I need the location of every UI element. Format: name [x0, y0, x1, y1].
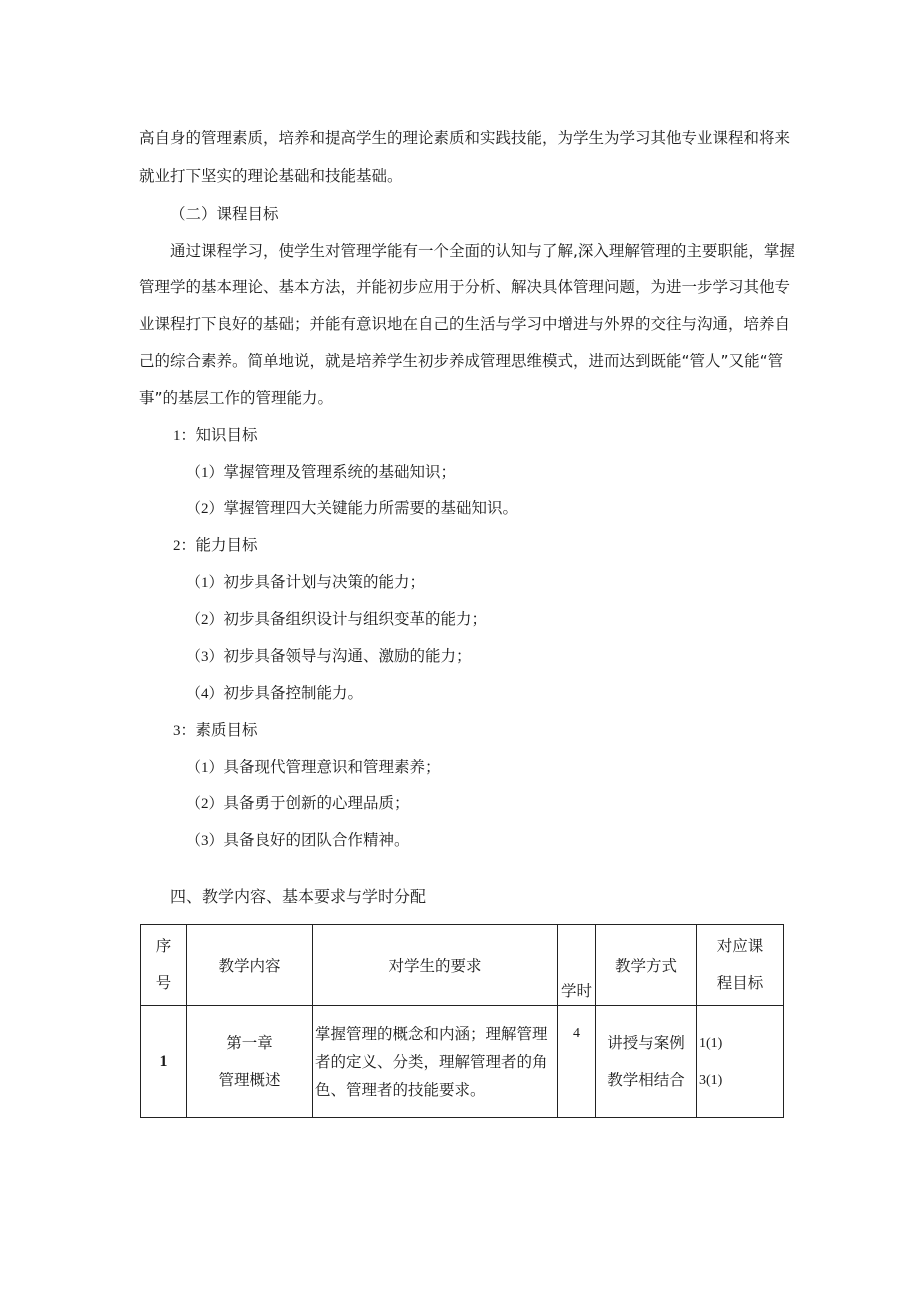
row-method: 讲授与案例 教学相结合: [596, 1006, 697, 1118]
goals-para-line: 己的综合素养。简单地说，就是培养学生初步养成管理思维模式，进而达到既能“管人”又能“管: [139, 352, 784, 370]
teaching-content-table: [140, 924, 784, 1118]
header-method: 教学方式: [596, 925, 697, 1006]
goal-item: （2）具备勇于创新的心理品质；: [186, 794, 410, 812]
goals-para-line: 事”的基层工作的管理能力。: [139, 389, 334, 407]
table-row: [141, 1006, 784, 1118]
intro-line-1: 高自身的管理素质，培养和提高学生的理论素质和实践技能，为学生为学习其他专业课程和将来: [139, 129, 791, 147]
section-heading-teaching-content: 四、教学内容、基本要求与学时分配: [170, 887, 427, 906]
header-content: 教学内容: [187, 925, 313, 1006]
row-hours: 4: [558, 1006, 596, 1118]
goals-para-line: 通过课程学习，使学生对管理学能有一个全面的认知与了解,深入理解管理的主要职能，掌握: [170, 242, 795, 260]
row-target: 1(1) 3(1): [697, 1006, 784, 1118]
goal-item: （2）初步具备组织设计与组织变革的能力；: [186, 610, 488, 628]
goal-item: （1）初步具备计划与决策的能力；: [186, 573, 426, 591]
intro-line-2: 就业打下坚实的理论基础和技能基础。: [139, 167, 403, 185]
row-content: 第一章 管理概述: [187, 1006, 313, 1118]
goal-heading-ability: 2：能力目标: [173, 536, 258, 554]
table-header-row: [141, 925, 784, 1006]
goal-item: （1）掌握管理及管理系统的基础知识；: [186, 463, 457, 481]
header-seq: 序 号: [141, 925, 187, 1006]
header-hours: 学时: [558, 925, 596, 1006]
row-requirements: 掌握管理的概念和内涵；理解管理者的定义、分类，理解管理者的角色、管理者的技能要求。: [313, 1006, 558, 1118]
goals-para-line: 业课程打下良好的基础；并能有意识地在自己的生活与学习中增进与外界的交往与沟通，培养自: [139, 315, 791, 333]
header-requirements: 对学生的要求: [313, 925, 558, 1006]
goal-heading-quality: 3：素质目标: [173, 721, 258, 739]
goals-para-line: 管理学的基本理论、基本方法，并能初步应用于分析、解决具体管理问题，为进一步学习其他专: [139, 278, 791, 296]
goal-item: （3）初步具备领导与沟通、激励的能力；: [186, 647, 472, 665]
row-seq: 1: [141, 1006, 187, 1118]
goal-item: （4）初步具备控制能力。: [186, 684, 364, 702]
goal-item: （3）具备良好的团队合作精神。: [186, 831, 410, 849]
header-target: 对应课 程目标: [697, 925, 784, 1006]
section-heading-course-goals: （二）课程目标: [170, 205, 279, 223]
goal-item: （1）具备现代管理意识和管理素养；: [186, 758, 441, 776]
goal-heading-knowledge: 1：知识目标: [173, 426, 258, 444]
goal-item: （2）掌握管理四大关键能力所需要的基础知识。: [186, 499, 519, 517]
